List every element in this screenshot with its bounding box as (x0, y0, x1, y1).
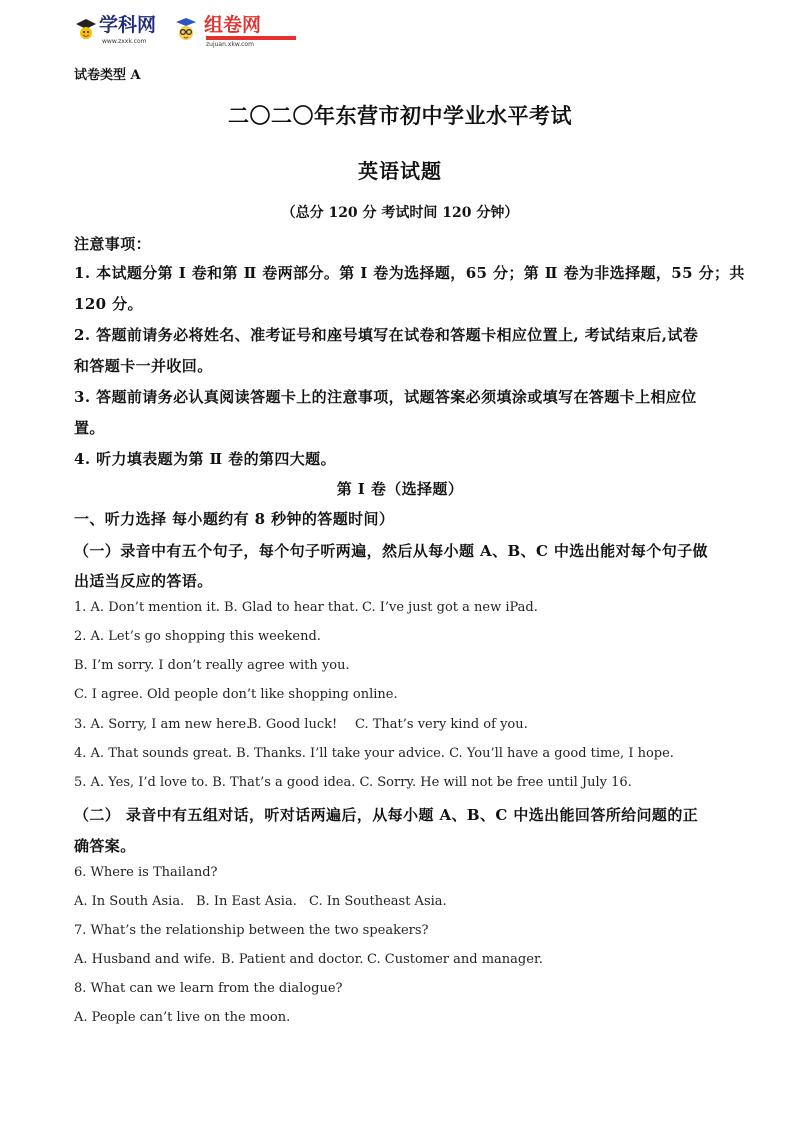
volume-1-heading: 第 Ⅰ 卷（选择题） (336, 480, 464, 498)
mascot-glasses-icon (174, 16, 198, 44)
q7-option-a: A. Husband and wife. (74, 952, 216, 967)
question-4: 4. A. That sounds great. B. Thanks. I’ll take your advice. C. You’ll have a good time, I hope. (74, 746, 674, 761)
xuekewang-url: www.zxxk.com (102, 38, 147, 45)
zujuanwang-logo (174, 12, 304, 50)
part-1-instructions-line2: 出适当反应的答语。 (74, 572, 213, 590)
q6-option-b: B. In East Asia. (196, 894, 297, 909)
q3-option-c: C. That’s very kind of you. (355, 717, 528, 732)
question-2-option-c: C. I agree. Old people don’t like shopping online. (74, 687, 398, 702)
question-7: 7. What’s the relationship between the two speakers? (74, 923, 429, 938)
notice-2-line2: 和答题卡一并收回。 (74, 357, 213, 375)
question-7-options (74, 952, 543, 967)
part-1-instructions-line1: （一）录音中有五个句子，每个句子听两遍，然后从每小题 A、B、C 中选出能对每个句子做 (74, 542, 708, 560)
question-1 (74, 600, 538, 615)
notice-1-line1: 1. 本试题分第 Ⅰ 卷和第 Ⅱ 卷两部分。第 Ⅰ 卷为选择题，65 分；第 Ⅱ 卷为非选择题，55 分；共 (74, 264, 745, 282)
question-8-option-a: A. People can’t live on the moon. (74, 1010, 291, 1025)
q7-option-c: C. Customer and manager. (367, 952, 543, 967)
part-2-instructions-line2: 确答案。 (74, 837, 136, 855)
q7-option-b: B. Patient and doctor. (221, 952, 364, 967)
question-6-options (74, 894, 447, 909)
notice-1-line2: 120 分。 (74, 295, 143, 313)
q1-option-a: 1. A. Don’t mention it. (74, 600, 220, 615)
part-2-instructions-line1: （二） 录音中有五组对话，听对话两遍后，从每小题 A、B、C 中选出能回答所给问题的正 (74, 806, 699, 824)
q1-option-b: B. Glad to hear that. (224, 600, 359, 615)
paper-type-label: 试卷类型 A (74, 68, 141, 83)
logo-slogan-strip (206, 36, 296, 40)
question-8: 8. What can we learn from the dialogue? (74, 981, 343, 996)
exam-title: 二〇二〇年东营市初中学业水平考试 (228, 103, 572, 128)
xuekewang-logo (74, 12, 169, 50)
notice-2-line1: 2. 答题前请务必将姓名、准考证号和座号填写在试卷和答题卡相应位置上, 考试结束后,试卷 (74, 326, 699, 344)
question-2-option-b: B. I’m sorry. I don’t really agree with you. (74, 658, 350, 673)
graduate-cap-icon (74, 16, 98, 44)
q6-option-a: A. In South Asia. (74, 894, 185, 909)
question-3 (74, 717, 528, 732)
notice-heading: 注意事项： (74, 235, 152, 253)
question-2-option-a: 2. A. Let’s go shopping this weekend. (74, 629, 321, 644)
subject-title: 英语试题 (358, 159, 442, 183)
section-1-heading: 一、听力选择 每小题约有 8 秒钟的答题时间） (74, 510, 395, 528)
header-logos (74, 12, 304, 50)
score-time-info: （总分 120 分 考试时间 120 分钟） (281, 205, 519, 221)
question-5: 5. A. Yes, I’d love to. B. That’s a good idea. C. Sorry. He will not be free until July 16. (74, 775, 632, 790)
zujuanwang-url: zujuan.xkw.com (206, 41, 254, 48)
notice-3-line2: 置。 (74, 419, 105, 437)
notice-3-line1: 3. 答题前请务必认真阅读答题卡上的注意事项，试题答案必须填涂或填写在答题卡上相应位 (74, 388, 697, 406)
q3-option-a: 3. A. Sorry, I am new here. (74, 717, 251, 732)
q3-option-b: B. Good luck! (248, 717, 338, 732)
q1-option-c: C. I’ve just got a new iPad. (362, 600, 538, 615)
zujuanwang-name: 组卷网 (204, 14, 262, 36)
q6-option-c: C. In Southeast Asia. (309, 894, 447, 909)
question-6: 6. Where is Thailand? (74, 865, 218, 880)
xuekewang-name: 学科网 (99, 14, 157, 36)
notice-4: 4. 听力填表题为第 Ⅱ 卷的第四大题。 (74, 450, 336, 468)
